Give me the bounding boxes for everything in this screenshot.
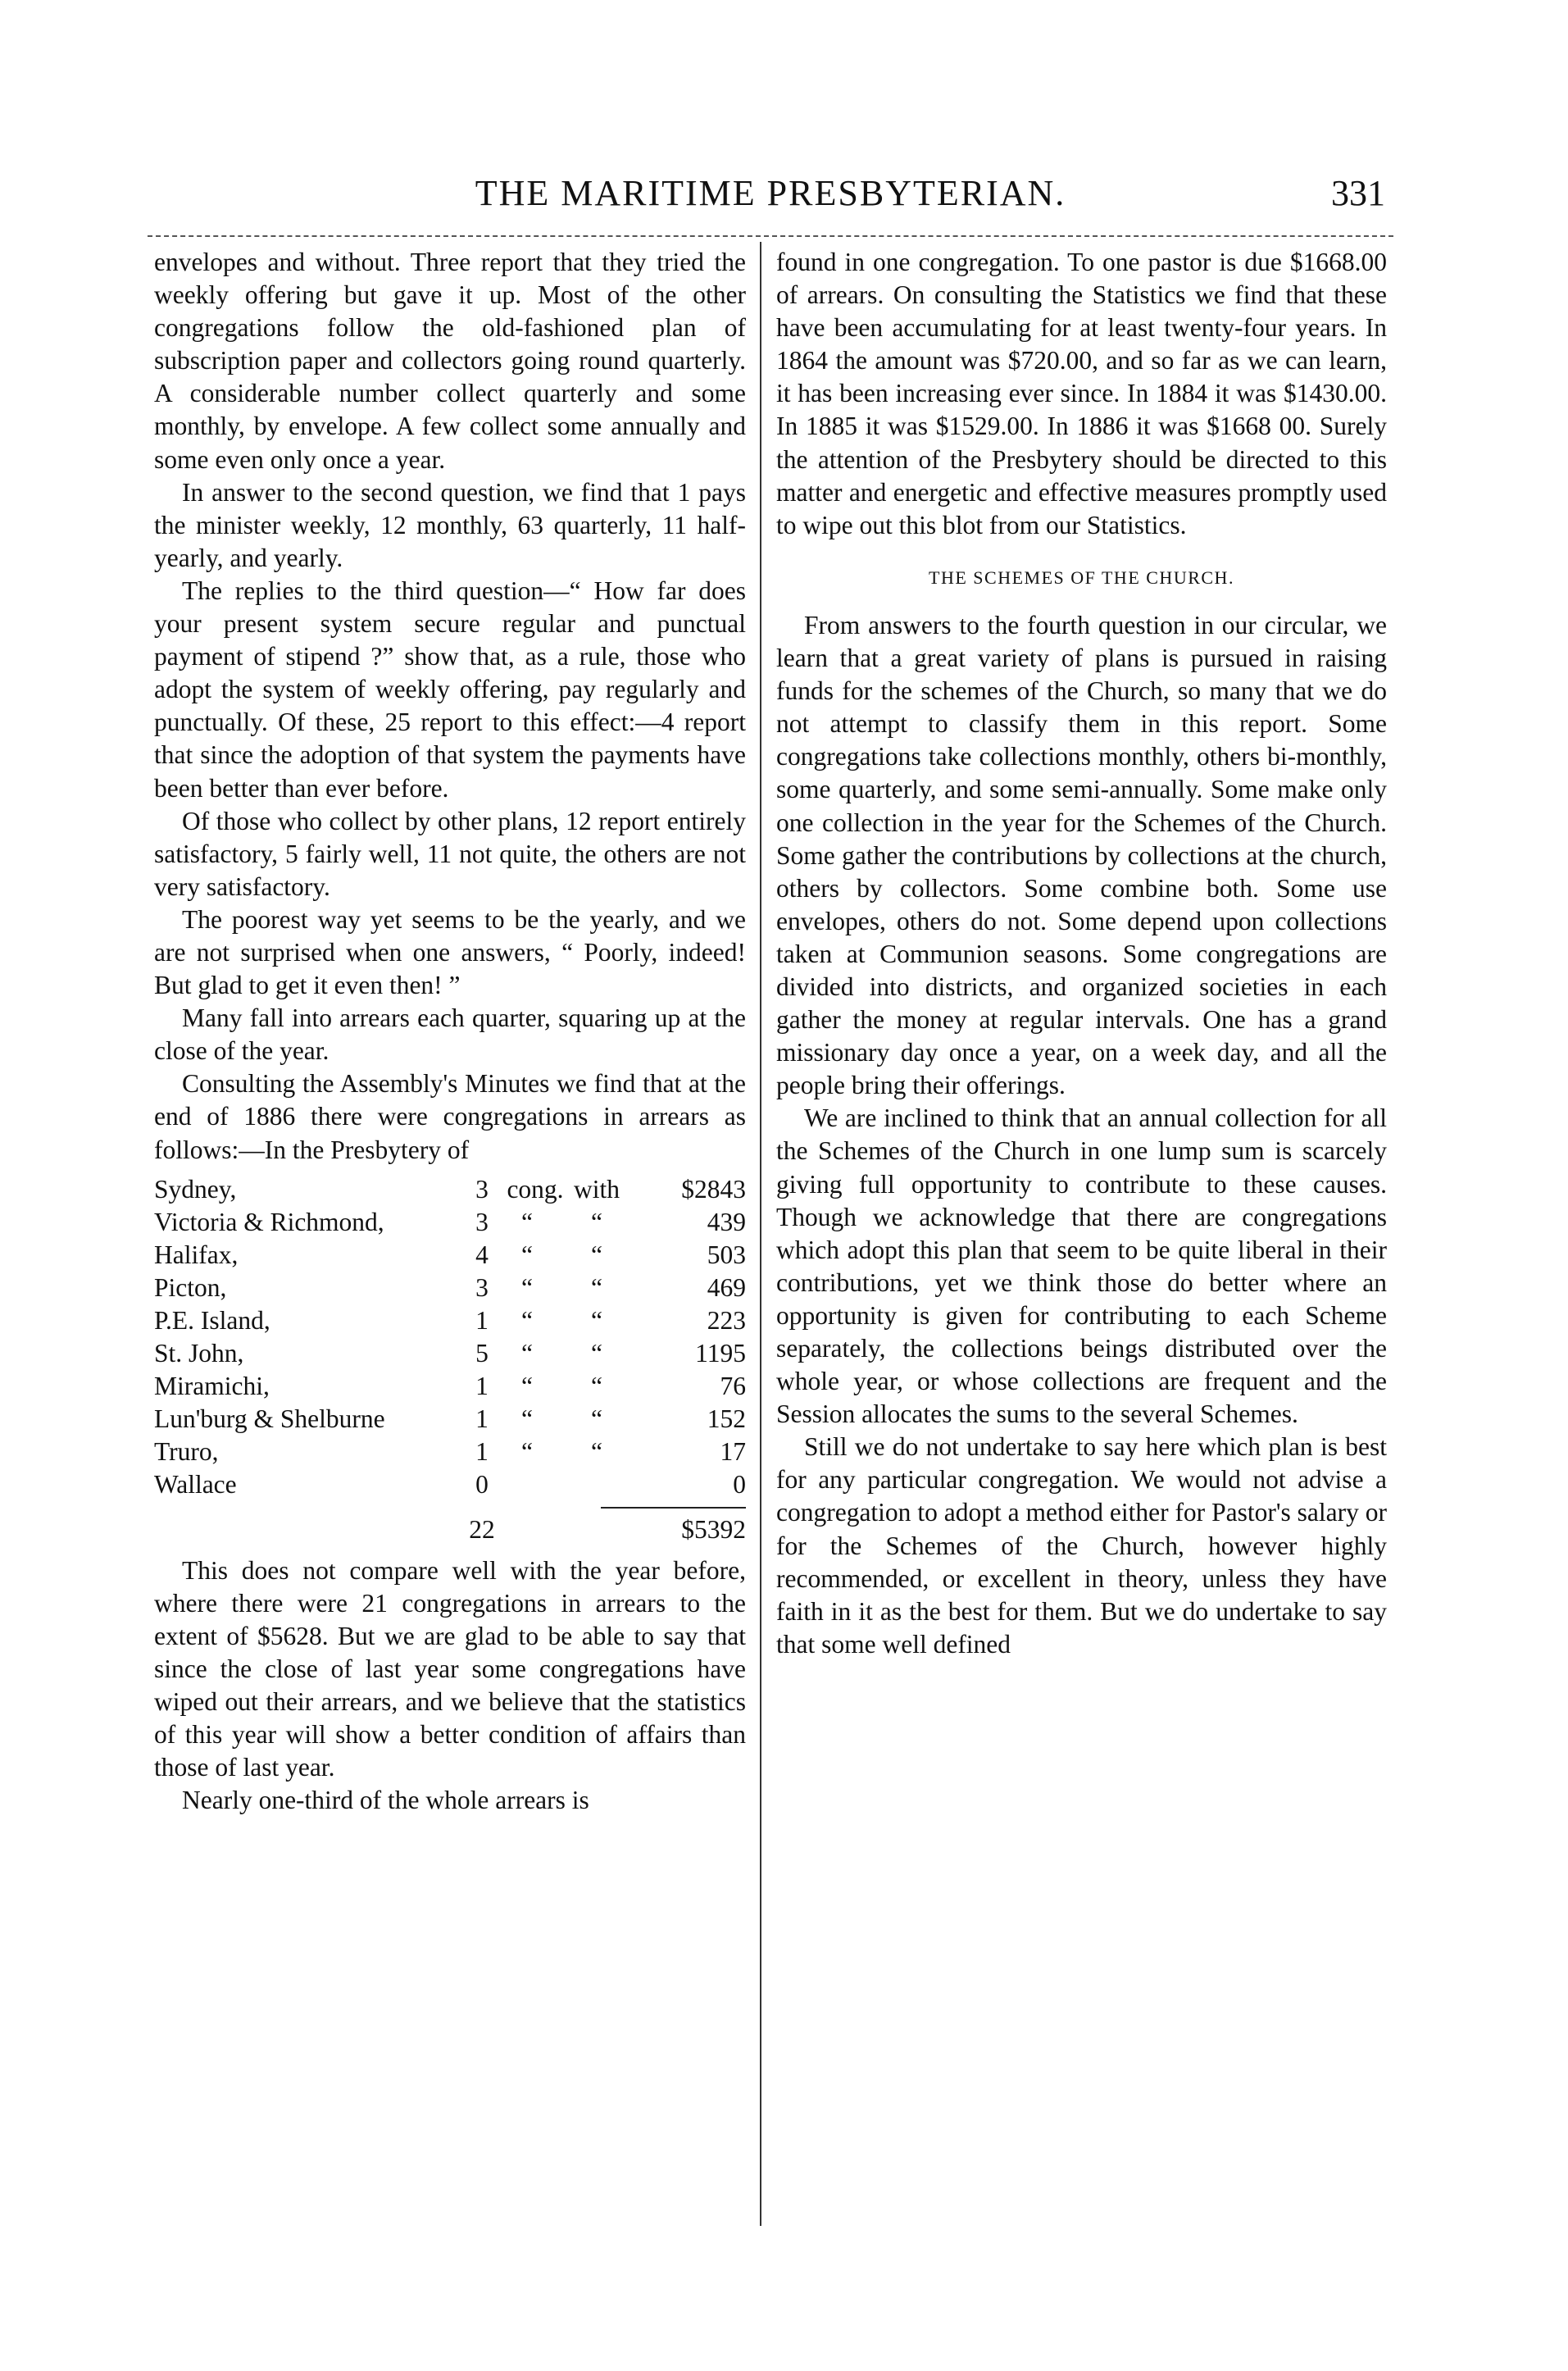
congregation-count: 1 — [475, 1372, 489, 1401]
table-row — [154, 1272, 746, 1304]
paragraph: This does not compare well with the year before, where there were 21 congregations in arrears to the extent of $5628. But we are glad to be able to say that since the close of last year some congregations have wiped out their arrears, and we believe that the statistics of this year will show a better condition of affairs than those of last year. — [154, 1555, 746, 1782]
arrears-amount: 223 — [707, 1306, 746, 1335]
total-congregations: 22 — [469, 1514, 495, 1544]
paragraph: In answer to the second question, we find that 1 pays the minister weekly, 12 monthly, 63 quarterly, 11 half-yearly, and yearly. — [154, 477, 746, 572]
total-arrears: $5392 — [681, 1514, 746, 1544]
paragraph: found in one congregation. To one pastor is due $1668.00 of arrears. On consulting the Statistics we find that these have been accumulating for at least twenty-four years. In 1864 the amount was $720.00, and so far as we can learn, it has been increasing ever since. In 1884 it was $1430.00. In 1885 it was $1529.00. In 1886 it was $1668 00. Surely the attention of the Presbytery should be directed to this matter and energetic and effective measures promptly used to wipe out this blot from our Statistics. — [776, 248, 1387, 539]
congregation-count: 4 — [475, 1240, 489, 1269]
arrears-table — [154, 1173, 746, 1554]
arrears-amount: 17 — [720, 1437, 746, 1467]
journal-title: THE MARITIME PRESBYTERIAN. — [475, 173, 1066, 213]
table-row — [154, 1304, 746, 1337]
table-row — [154, 1206, 746, 1239]
paragraph: Of those who collect by other plans, 12 report entirely satisfactory, 5 fairly well, 11 not quite, the others are not very satisfactory. — [154, 806, 746, 901]
arrears-amount: 439 — [707, 1207, 746, 1236]
presbytery-name: Halifax, — [154, 1240, 239, 1269]
section-heading: THE SCHEMES OF THE CHURCH. — [929, 567, 1234, 588]
presbytery-name: St. John, — [154, 1339, 244, 1368]
right-column — [776, 246, 1387, 2230]
table-row — [154, 1239, 746, 1272]
table-row — [154, 1173, 746, 1206]
arrears-amount: 1195 — [695, 1339, 746, 1368]
paragraph: Nearly one-third of the whole arrears is — [182, 1786, 589, 1815]
table-row — [154, 1468, 746, 1501]
ditto-mark: “ — [591, 1272, 602, 1302]
ditto-mark: “ — [591, 1240, 602, 1269]
congregation-count: 1 — [475, 1306, 489, 1335]
arrears-amount: 152 — [707, 1404, 746, 1434]
left-column — [154, 246, 746, 2230]
table-total-row — [154, 1513, 746, 1554]
congregation-count: 1 — [475, 1404, 489, 1434]
total-rule — [154, 1502, 746, 1513]
ditto-mark: “ — [521, 1240, 533, 1269]
ditto-mark: “ — [521, 1272, 533, 1302]
with-label: with — [573, 1174, 620, 1204]
ditto-mark: “ — [591, 1207, 602, 1236]
ditto-mark: “ — [521, 1207, 533, 1236]
paragraph: From answers to the fourth question in our circular, we learn that a great variety of plans is pursued in raising funds for the schemes of the Church, so many that we do not attempt to classify them in this report. Some congregations take collections monthly, others bi-monthly, some quarterly, and some semi-annually. Some make only one collection in the year for the Schemes of the Church. Some gather the contributions by collections at the church, others by collectors. Some combine both. Some use envelopes, others do not. Some depend upon collections taken at Communion seasons. Some congregations are divided into districts, and organized societies in each gather the money at regular intervals. One has a grand missionary day once a year, on a week day, and all the people bring their offerings. — [776, 610, 1387, 1100]
ditto-mark: “ — [521, 1306, 533, 1335]
ditto-mark: “ — [521, 1372, 533, 1401]
congregation-count: 3 — [475, 1174, 489, 1204]
presbytery-name: Truro, — [154, 1437, 219, 1467]
ditto-mark: “ — [521, 1437, 533, 1467]
ditto-mark: “ — [521, 1339, 533, 1368]
presbytery-name: Victoria & Richmond, — [154, 1207, 384, 1236]
congregation-count: 3 — [475, 1207, 489, 1236]
running-header — [0, 169, 1568, 218]
ditto-mark: “ — [521, 1404, 533, 1434]
paragraph: We are inclined to think that an annual collection for all the Schemes of the Church in one lump sum is scarcely giving full opportunity to contribute to these causes. Though we acknowledge that there are congregations which adopt this plan that seem to be quite liberal in their contributions, yet we think those do better where an opportunity is given for contributing to each Scheme separately, the collections beings distributed over the whole year, or whose collections are frequent and the Session allocates the sums to the several Schemes. — [776, 1104, 1387, 1429]
cong-label: cong. — [507, 1174, 564, 1204]
congregation-count: 3 — [475, 1272, 489, 1302]
arrears-amount: 503 — [707, 1240, 746, 1269]
table-row — [154, 1337, 746, 1370]
column-divider — [760, 242, 761, 2226]
presbytery-name: P.E. Island, — [154, 1306, 270, 1335]
presbytery-name: Picton, — [154, 1272, 227, 1302]
arrears-amount: 469 — [707, 1272, 746, 1302]
paragraph: envelopes and without. Three report that they tried the weekly offering but gave it up. Most of the other congregations follow the old-fashioned plan of subscription paper and collectors going round quarterly. A considerable number collect quarterly and some monthly, by envelope. A few collect some annually and some even only once a year. — [154, 248, 746, 474]
congregation-count: 5 — [475, 1339, 489, 1368]
arrears-amount: $2843 — [681, 1174, 746, 1204]
paragraph: The replies to the third question—“ How far does your present system secure regular and punctual payment of stipend ?” show that, as a rule, those who adopt the system of weekly offering, pay regularly and punctually. Of these, 25 report to this effect:—4 report that since the adoption of that system the payments have been better than ever before. — [154, 576, 746, 803]
paragraph: Consulting the Assembly's Minutes we find that at the end of 1886 there were congregations in arrears as follows:—In the Presbytery of — [154, 1069, 746, 1164]
presbytery-name: Wallace — [154, 1470, 237, 1500]
page-number: 331 — [1331, 173, 1385, 213]
presbytery-name: Lun'burg & Shelburne — [154, 1404, 385, 1434]
table-row — [154, 1436, 746, 1468]
presbytery-name: Miramichi, — [154, 1372, 270, 1401]
table-row — [154, 1370, 746, 1403]
paragraph: Many fall into arrears each quarter, squaring up at the close of the year. — [154, 1003, 746, 1066]
ditto-mark: “ — [591, 1339, 602, 1368]
table-row — [154, 1403, 746, 1436]
paragraph: Still we do not undertake to say here which plan is best for any particular congregation. We would not advise a congregation to adopt a method either for Pastor's salary or for the Schemes of the Church, however highly recommended, or excellent in theory, unless they have faith in it as the best for them. But we do undertake to say that some well defined — [776, 1432, 1387, 1659]
ditto-mark: “ — [591, 1306, 602, 1335]
arrears-amount: 76 — [720, 1372, 746, 1401]
arrears-amount: 0 — [733, 1470, 746, 1500]
presbytery-name: Sydney, — [154, 1174, 237, 1204]
ditto-mark: “ — [591, 1437, 602, 1467]
ditto-mark: “ — [591, 1404, 602, 1434]
congregation-count: 1 — [475, 1437, 489, 1467]
ditto-mark: “ — [591, 1372, 602, 1401]
header-rule — [148, 235, 1393, 237]
congregation-count: 0 — [475, 1470, 489, 1500]
paragraph: The poorest way yet seems to be the yearly, and we are not surprised when one answers, “ Poorly, indeed! But glad to get it even then! ” — [154, 904, 746, 1000]
